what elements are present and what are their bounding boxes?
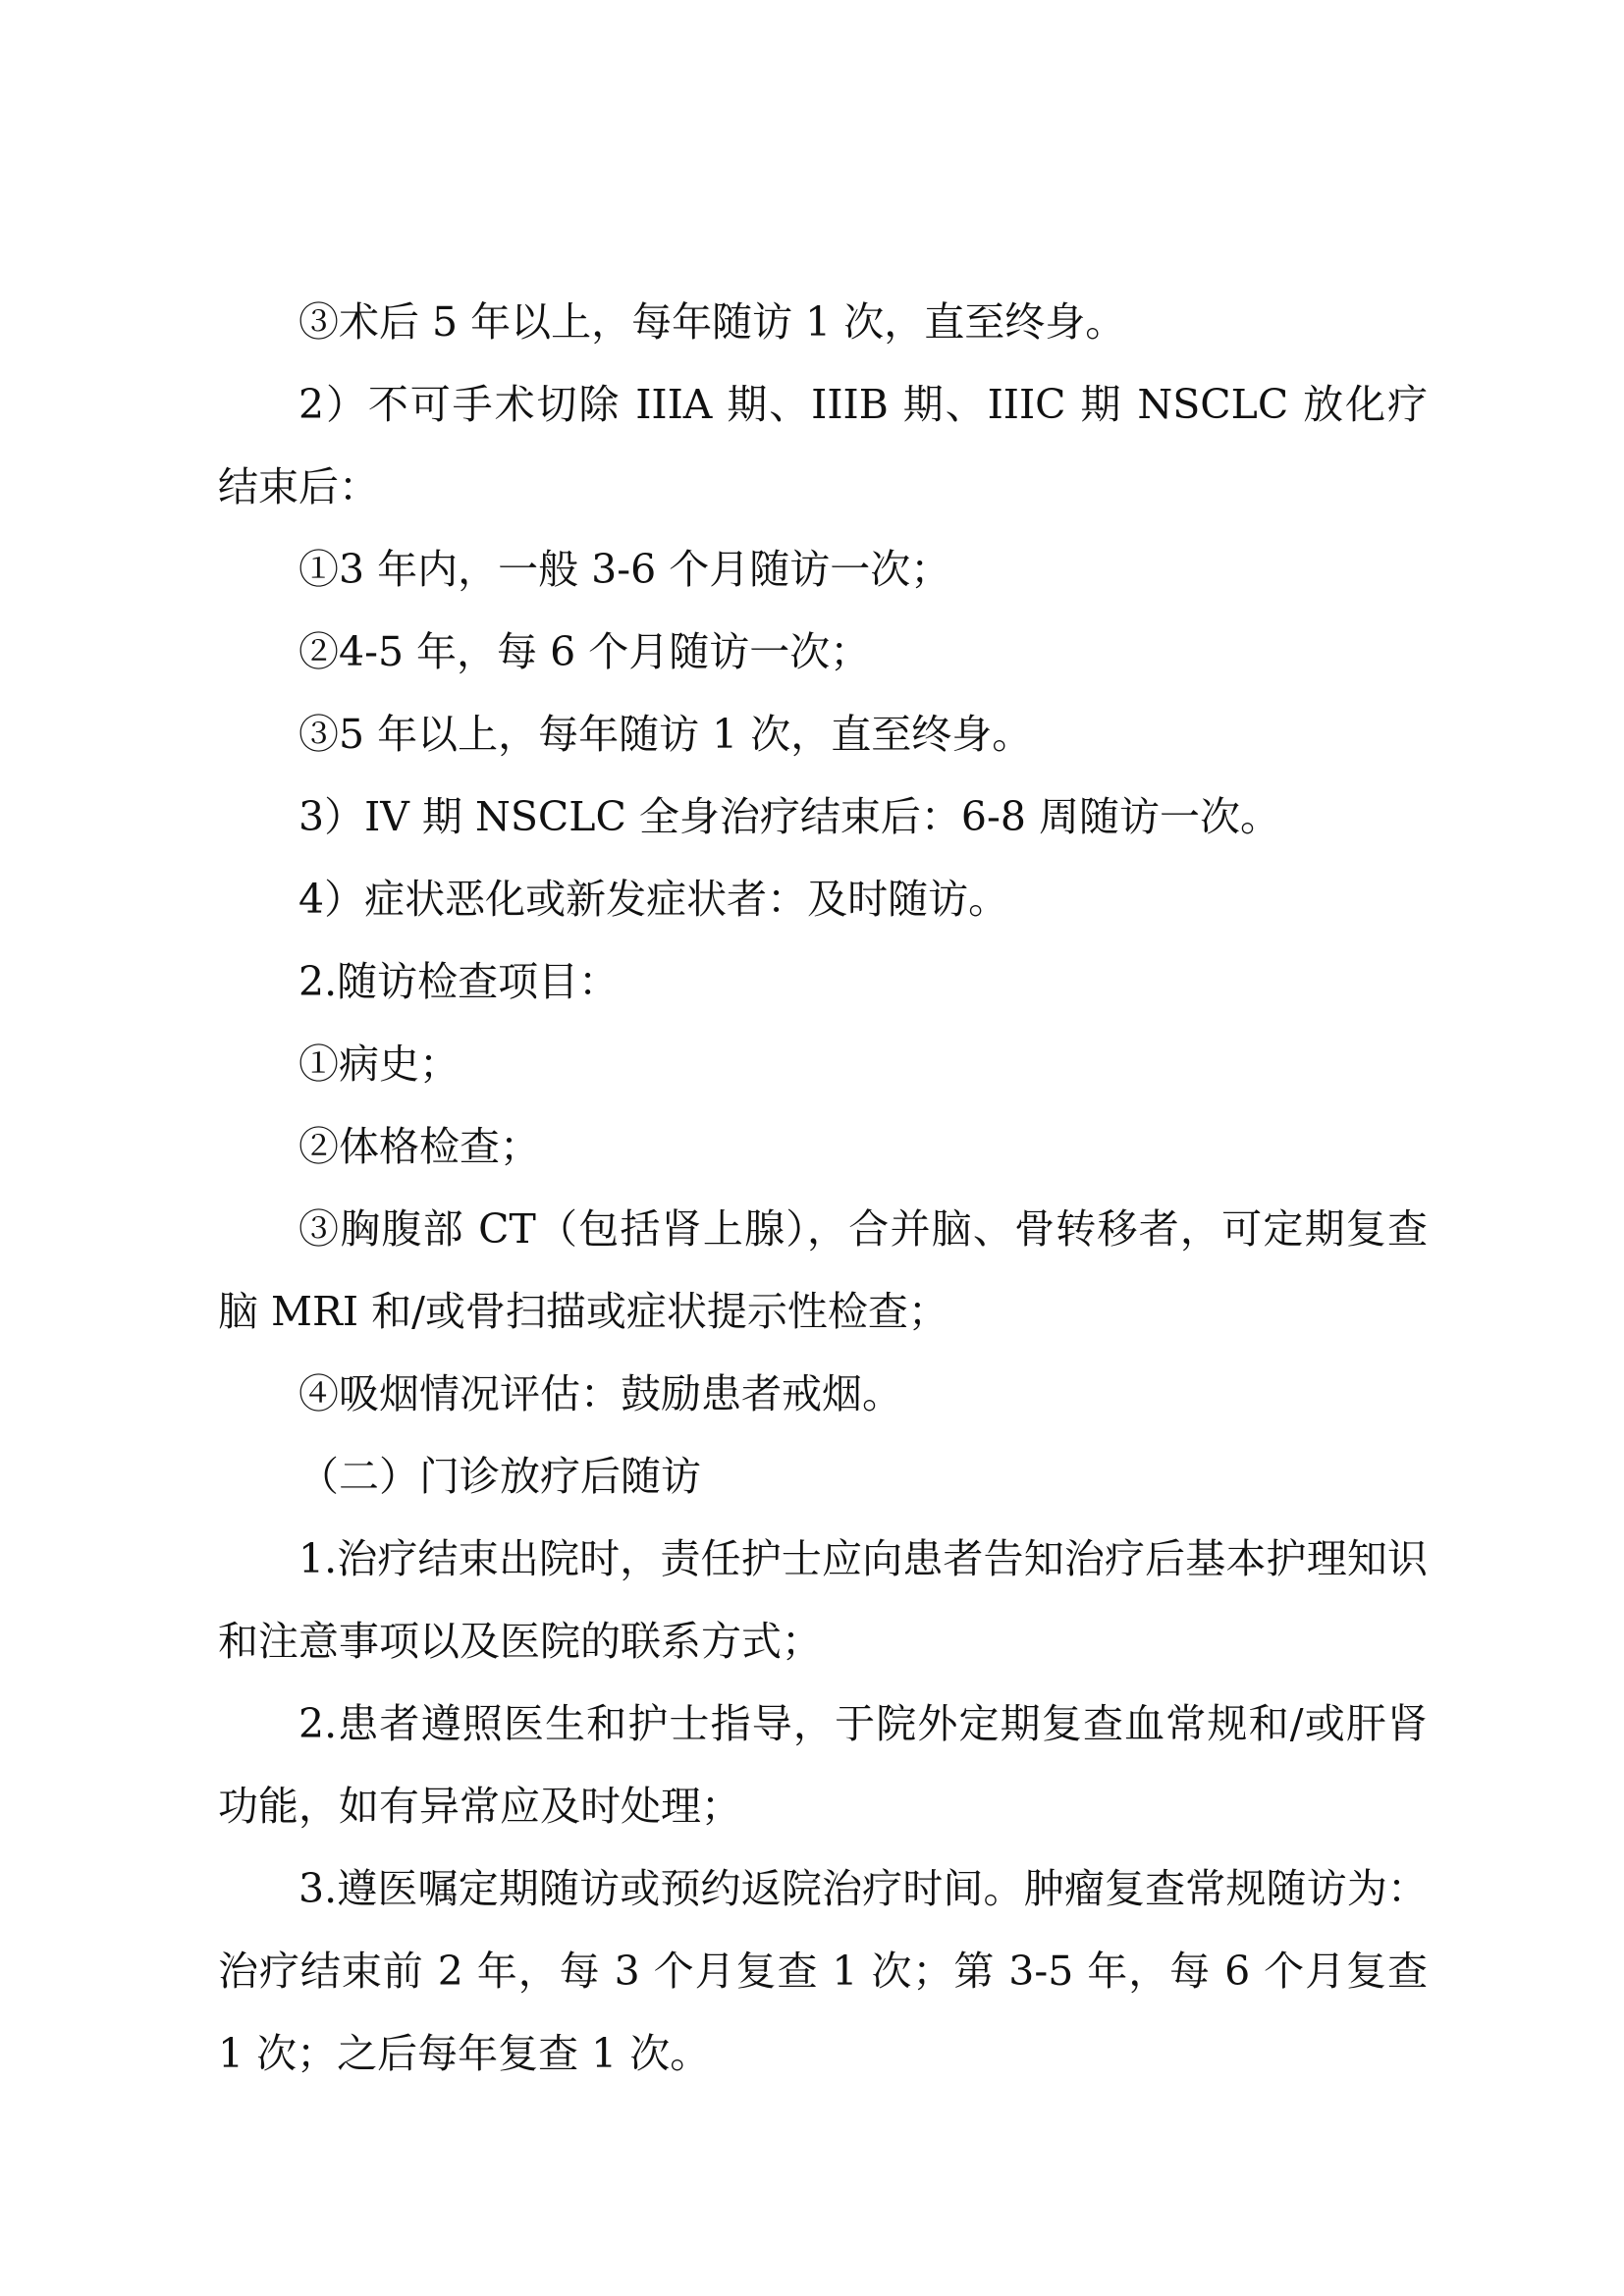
paragraph: 2）不可手术切除 IIIA 期、IIIB 期、IIIC 期 NSCLC 放化疗结束后： <box>218 381 1428 510</box>
document-body <box>218 281 1428 2095</box>
paragraph: ①3 年内，一般 3-6 个月随访一次； <box>298 546 951 593</box>
paragraph: 3）IV 期 NSCLC 全身治疗结束后：6-8 周随访一次。 <box>298 793 1280 840</box>
paragraph: 2.患者遵照医生和护士指导，于院外定期复查血常规和/或肝肾功能，如有异常应及时处理； <box>218 1700 1428 1830</box>
section-heading: 2.随访检查项目： <box>298 958 620 1005</box>
paragraph: ③胸腹部 CT（包括肾上腺），合并脑、骨转移者，可定期复查脑 MRI 和/或骨扫描或症状提示性检查； <box>218 1205 1428 1335</box>
paragraph: 4）症状恶化或新发症状者：及时随访。 <box>298 876 1009 923</box>
paragraph: ①病史； <box>298 1041 460 1088</box>
paragraph: ②4-5 年，每 6 个月随访一次； <box>298 628 871 675</box>
paragraph: 1.治疗结束出院时，责任护士应向患者告知治疗后基本护理知识和注意事项以及医院的联系方式； <box>218 1535 1428 1665</box>
paragraph: 3.遵医嘱定期随访或预约返院治疗时间。肿瘤复查常规随访为：治疗结束前 2 年，每 3 个月复查 1 次；第 3-5 年，每 6 个月复查 1 次；之后每年复查 1 次。 <box>218 1865 1428 2077</box>
paragraph: ④吸烟情况评估：鼓励患者戒烟。 <box>298 1370 902 1417</box>
section-heading: （二）门诊放疗后随访 <box>298 1453 701 1500</box>
paragraph: ③术后 5 年以上，每年随访 1 次，直至终身。 <box>298 298 1126 346</box>
paragraph: ③5 年以上，每年随访 1 次，直至终身。 <box>298 711 1033 758</box>
paragraph: ②体格检查； <box>298 1123 540 1170</box>
